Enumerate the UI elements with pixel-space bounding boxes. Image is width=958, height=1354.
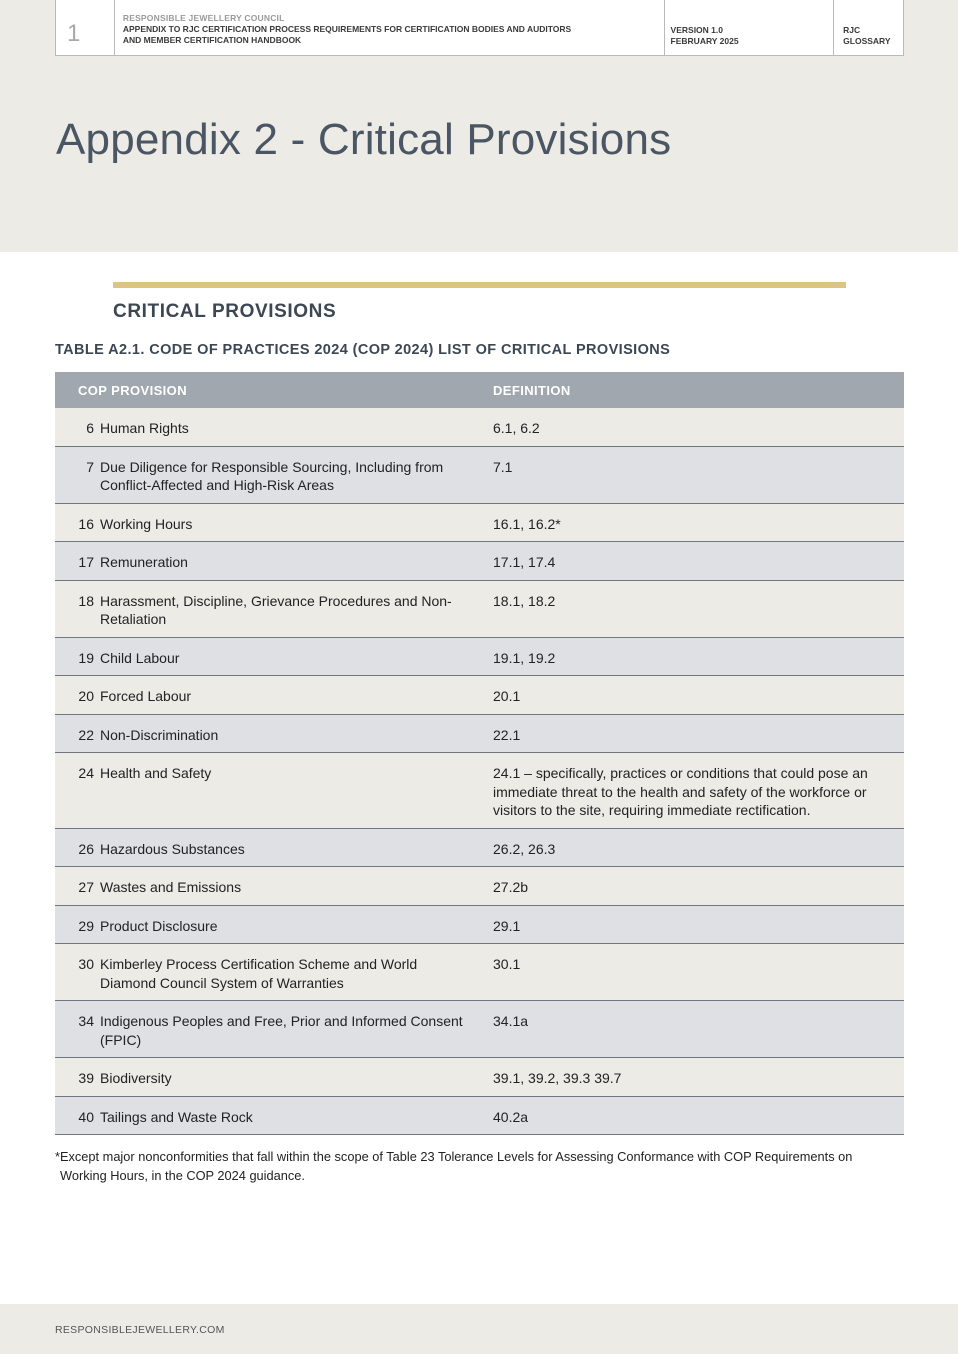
table-row xyxy=(55,1097,904,1136)
table-row xyxy=(55,829,904,868)
provision-definition: 22.1 xyxy=(493,726,521,743)
table-row xyxy=(55,447,904,504)
provision-number: 27 xyxy=(78,879,94,895)
table-row xyxy=(55,542,904,581)
gold-divider xyxy=(113,282,846,288)
provision-name: Indigenous Peoples and Free, Prior and Informed Consent (FPIC) xyxy=(100,1013,463,1048)
table-row xyxy=(55,753,904,829)
table-header-row xyxy=(55,372,904,408)
provision-definition: 30.1 xyxy=(493,956,521,972)
provision-number: 22 xyxy=(78,726,94,743)
provision-definition: 18.1, 18.2 xyxy=(493,592,556,609)
provision-definition: 16.1, 16.2* xyxy=(493,515,561,532)
provision-name: Product Disclosure xyxy=(100,917,218,934)
column-header-provision: COP PROVISION xyxy=(78,382,187,398)
table-row xyxy=(55,638,904,677)
table-row xyxy=(55,408,904,447)
document-header xyxy=(55,0,904,56)
table-row xyxy=(55,715,904,754)
provision-name: Non-Discrimination xyxy=(100,726,219,743)
provision-definition: 20.1 xyxy=(493,688,521,704)
section-heading: CRITICAL PROVISIONS xyxy=(113,301,337,322)
version-date: FEBRUARY 2025 xyxy=(670,36,739,46)
table-row xyxy=(55,1001,904,1058)
organization-name: RESPONSIBLE JEWELLERY COUNCIL xyxy=(122,13,285,23)
table-row xyxy=(55,504,904,543)
provision-name: Biodiversity xyxy=(100,1070,172,1086)
document-title-line-1: APPENDIX TO RJC CERTIFICATION PROCESS REQUIREMENTS FOR CERTIFICATION BODIES AND AUDITORS xyxy=(122,24,572,34)
provision-name: Kimberley Process Certification Scheme and World Diamond Council System of Warranties xyxy=(100,956,418,991)
section-link-line-1[interactable]: RJC xyxy=(843,25,861,35)
provision-definition: 6.1, 6.2 xyxy=(493,420,540,436)
provision-definition: 39.1, 39.2, 39.3 39.7 xyxy=(493,1070,622,1086)
provision-number: 7 xyxy=(86,458,94,475)
provision-name: Due Diligence for Responsible Sourcing, Including from Conflict-Affected and High-Risk Areas xyxy=(100,458,444,493)
table-row xyxy=(55,676,904,715)
footnote xyxy=(55,1148,885,1185)
document-title-line-2: AND MEMBER CERTIFICATION HANDBOOK xyxy=(122,35,302,45)
provision-definition: 34.1a xyxy=(493,1013,529,1029)
provision-number: 17 xyxy=(78,554,94,570)
provision-name: Forced Labour xyxy=(100,688,192,704)
provision-definition: 27.2b xyxy=(493,879,529,895)
provision-number: 34 xyxy=(78,1013,94,1029)
table-caption: TABLE A2.1. CODE OF PRACTICES 2024 (COP 2024) LIST OF CRITICAL PROVISIONS xyxy=(55,342,671,358)
provision-number: 18 xyxy=(78,592,94,609)
provision-name: Human Rights xyxy=(100,420,189,436)
provision-number: 24 xyxy=(78,765,94,781)
table-row xyxy=(55,944,904,1001)
table-row xyxy=(55,906,904,945)
table-body xyxy=(55,408,904,1135)
table-row xyxy=(55,867,904,906)
provision-number: 19 xyxy=(78,649,94,666)
provision-number: 16 xyxy=(78,515,94,532)
provision-number: 6 xyxy=(86,420,94,436)
footnote-line-1: *Except major nonconformities that fall within the scope of Table 23 Tolerance Levels for Assessing Conformance with COP Requirements on xyxy=(55,1149,853,1164)
provision-name: Remuneration xyxy=(100,554,188,570)
page-number-cell xyxy=(56,0,115,55)
provision-definition: 26.2, 26.3 xyxy=(493,840,556,857)
column-header-definition: DEFINITION xyxy=(493,382,571,398)
provision-definition: 29.1 xyxy=(493,917,521,934)
provision-name: Wastes and Emissions xyxy=(100,879,242,895)
provision-name: Child Labour xyxy=(100,649,180,666)
version-label: VERSION 1.0 xyxy=(670,25,723,35)
provision-definition: 40.2a xyxy=(493,1108,529,1125)
table-row xyxy=(55,1058,904,1097)
provision-definition: 24.1 – specifically, practices or conditions that could pose an immediate threat to the health and safety of the workforce or visitors to the site, requiring immediate rectification. xyxy=(493,765,868,818)
provision-number: 29 xyxy=(78,917,94,934)
provision-definition: 7.1 xyxy=(493,458,513,475)
provision-number: 20 xyxy=(78,688,94,704)
footer-website-link[interactable]: RESPONSIBLEJEWELLERY.COM xyxy=(55,1324,225,1336)
page-number: 1 xyxy=(67,20,81,47)
section-link-line-2[interactable]: GLOSSARY xyxy=(843,36,891,46)
table-row xyxy=(55,581,904,638)
page-title: Appendix 2 - Critical Provisions xyxy=(56,115,672,164)
provision-number: 26 xyxy=(78,840,94,857)
section-link-cell[interactable] xyxy=(834,0,903,55)
provision-number: 39 xyxy=(78,1070,94,1086)
provision-name: Harassment, Discipline, Grievance Procedures and Non-Retaliation xyxy=(100,592,452,627)
version-cell xyxy=(665,0,835,55)
provision-definition: 17.1, 17.4 xyxy=(493,554,556,570)
provision-definition: 19.1, 19.2 xyxy=(493,649,556,666)
document-info-cell xyxy=(115,0,665,55)
provision-number: 30 xyxy=(78,956,94,972)
provision-name: Working Hours xyxy=(100,515,193,532)
provision-name: Hazardous Substances xyxy=(100,840,245,857)
provision-name: Health and Safety xyxy=(100,765,212,781)
provision-name: Tailings and Waste Rock xyxy=(100,1108,253,1125)
provision-number: 40 xyxy=(78,1108,94,1125)
critical-provisions-table xyxy=(55,372,904,1135)
footnote-line-2: Working Hours, in the COP 2024 guidance. xyxy=(60,1167,305,1183)
